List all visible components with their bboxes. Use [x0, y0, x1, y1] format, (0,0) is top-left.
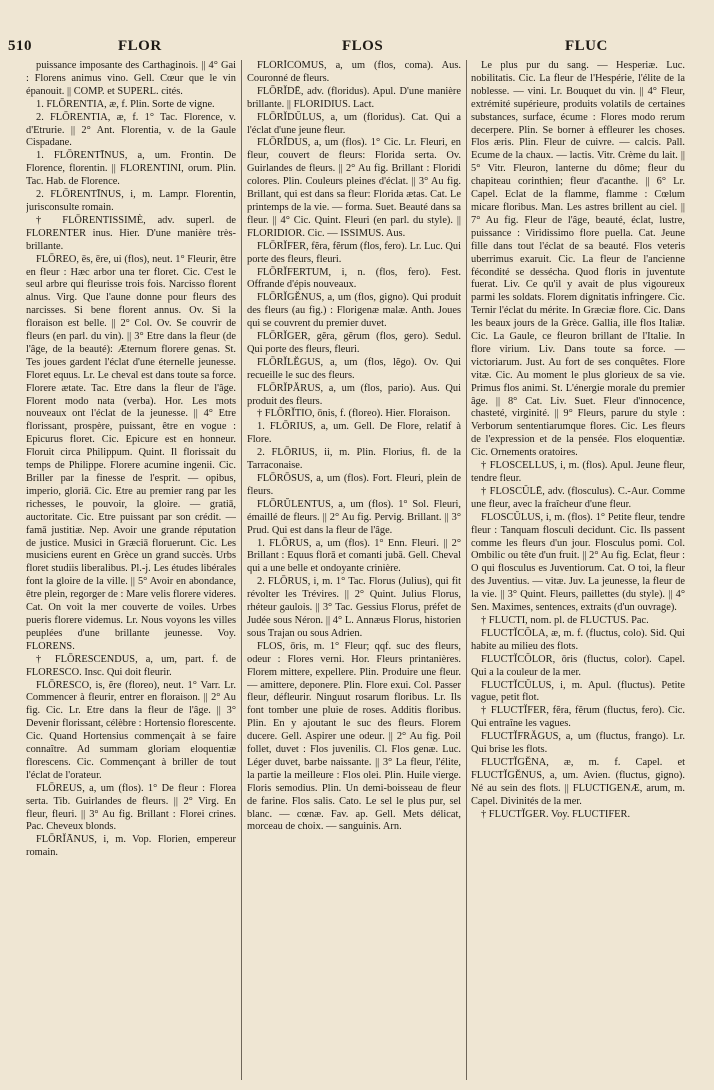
- dictionary-entry: FLŌREUS, a, um (flos). 1° De fleur : Florea serta. Tib. Guirlandes de fleurs. || 2° Virg. En fleur, fleuri. || 3° Au fig. Brillant : Florei crines. Pac. Cheveux blonds.: [26, 782, 236, 833]
- running-header: [0, 38, 714, 62]
- dictionary-entry: FLUCTĬCŬLUS, i, m. Apul. (fluctus). Petite vague, petit flot.: [471, 679, 685, 704]
- guide-word-right: FLUC: [565, 38, 608, 54]
- page-number: 510: [8, 38, 32, 54]
- dictionary-entry: † FLUCTI, nom. pl. de FLUCTUS. Pac.: [481, 614, 649, 626]
- dictionary-entry: FLŌRĬDŬLUS, a, um (floridus). Cat. Qui a l'éclat d'une jeune fleur.: [247, 111, 461, 136]
- dictionary-entry: FLŌRŬLENTUS, a, um (flos). 1° Sol. Fleuri, émaillé de fleurs. || 2° Au fig. Pervig. Brillant. || 3° Prud. Qui est dans la fleur de l'âge.: [247, 498, 461, 536]
- dictionary-entry: FLŌRESCO, is, ĕre (floreo), neut. 1° Varr. Lr. Commencer à fleurir, entrer en floraison. || 2° Au fig. Cic. Lr. Etre dans la fleur de l'âge. || 3° Devenir florissant, célèbre : Hortensio florescente. Cic. Quand Hortensius commençait à se faire connaître. Ad summam gloriam eloquentiæ florescens. Cic. Commençant à briller de tout l'éclat de l'orateur.: [26, 679, 236, 781]
- dictionary-entry: FLUCTĬFRĂGUS, a, um (fluctus, frango). Lr. Qui brise les flots.: [471, 731, 685, 756]
- dictionary-entry: FLŌREO, ēs, ēre, ui (flos), neut. 1° Fleurir, être en fleur : Hæc arbor una ter floret. Cic. C'est le seul arbre qui fleurisse trois fois. Narcisso florent alnus. Virg. Que l'aune donne pour fleurs des narcisses. Si bene florent annus. Ov. Si la floraison est belle. || 2° Col. Ov. Se couvrir de fleurs (en parl. du vin). || 3° Etre dans la fleur (de l'âge, de la beauté): Æternum florere genas. St. Tes joues gardent l'éclat d'une éternelle jeunesse. Floret equus. Lr. Le cheval est dans toute sa force. Florere ætate. Tac. Etre dans la fleur de l'âge. Florent modo nata (verba). Hor. Les mots nouveaux ont l'éclat de la jeunesse. || 4° Etre florissant, prospère, puissant, être en vogue : Epicurus floret. Cic. Epicure est en honneur. Floruit circa Philippum. Quint. Il florissait du temps de Philippe. Florere acumine ingenii. Cic. Briller par la finesse de l'esprit. — opibus, imperio, gloriā. Cic. Etre au premier rang par les richesses, le pouvoir, la gloire. — gratiā, auctoritate. Cic. Etre puissant par son crédit. — famā justitiæ. Nep. Avoir une grande réputation de justice. Musici in Græciā floruerunt. Cic. Les musiciens eurent en Grèce un grand succès. Urbs floret studiis liberalibus. Pl.-j. Les études libérales font la gloire de la ville. || 5° Avoir en abondance, être plein, regorger de : Mare velis florere videres. Cat. On voit la mer couverte de voiles. Urbes pueris florere videmus. Lr. Nous voyons les villes peuplées d'une brillante jeunesse. Voy. FLORENS.: [26, 253, 236, 652]
- dictionary-entry: FLUCTĬCŎLA, æ, m. f. (fluctus, colo). Sid. Qui habite au milieu des flots.: [471, 627, 685, 652]
- dictionary-entry: FLUCTĬGĔNA, æ, m. f. Capel. et FLUCTĬGĔNUS, a, um. Avien. (fluctus, gigno). Né au sein des flots. || FLUCTIGENÆ, arum, m. Capel. Divinités de la mer.: [471, 756, 685, 807]
- dictionary-entry: FLŌRĬGĔNUS, a, um (flos, gigno). Qui produit des fleurs (au fig.) : Florigenæ malæ. Anth. Joues qui se couvrent du premier duvet.: [247, 292, 461, 330]
- dictionary-entry: FLŌRŌSUS, a, um (flos). Fort. Fleuri, plein de fleurs.: [247, 473, 461, 497]
- dictionary-entry: FLŌRĬDUS, a, um (flos). 1° Cic. Lr. Fleuri, en fleur, couvert de fleurs: Florida serta. Ov. Guirlandes de fleurs. || 2° Au fig. Brillant : Floridi colores. Plin. Couleurs pleines d'éclat. || 3° Au fig. Brillant, qui est dans sa fleur: Florida ætas. Cat. Le printemps de la vie. — forma. Suet. Beauté dans sa fleur. || 4° Cic. Quint. Fleuri (en parl. du style). || FLORIDIOR. Cic. — ISSIMUS. Aus.: [247, 137, 461, 239]
- dictionary-entry: † FLUCTĬGER. Voy. FLUCTIFER.: [481, 808, 631, 820]
- dictionary-entry: 1. FLŌRENTIA, æ, f. Plin. Sorte de vigne.: [36, 98, 215, 110]
- column-divider: [466, 60, 467, 1080]
- dictionary-entry: FLŌRĬCŌMUS, a, um (flos, coma). Aus. Couronné de fleurs.: [247, 60, 461, 84]
- dictionary-entry: Le plus pur du sang. — Hesperiæ. Luc. nobilitatis. Cic. La fleur de l'Hespérie, l'élite de la noblesse. — vini. Lr. Bouquet du vin. || 4° Fleur, extrémité supérieure, produits volatils de certaines substances, surface, écume : Flores modo rerum decerpere. Plin. Se borner à effleurer les choses. Flos æris. Plin. Fleur de cuivre. — calcis. Pall. Ecume de la chaux. — lactis. Vitr. Crème du lait. || 5° Vitr. Fleuron, lanterne du dôme; fleur du chapiteau corinthien; fleur d'acanthe. || 6° Lr. Capel. Eclat de la flamme, flamme : Cœlum micare floribus. Man. Les astres brillent au ciel. || 7° Au fig. Fleur de l'âge, beauté, éclat, lustre, puissance : Viridissimo flore puella. Cat. Jeune fille dans tout l'éclat de sa beauté. Flos veteris uberrimus exaruit. Cic. La fleur de l'ancienne fécondité se dessécha. Quod floris in juventute fuerat. Liv. Ce qu'il y avait de plus vigoureux parmi les soldats. Florem dignitatis infringere. Cic. Ternir l'éclat du mérite. In Græciæ flore. Cic. Dans les beaux jours de la Grèce. Gallia, ille flos Italiæ. Cic. La Gaule, ce fleuron brillant de l'Italie. In flore virium. Liv. Dans toute sa force. — victoriarum. Just. Au fort de ses conquêtes. Flore vitæ. Cic. Au moment le plus glorieux de sa vie. Primus flos animi. St. L'énergie morale du premier âge. || 8° Cat. Liv. Suet. Fleur d'innocence, chasteté, virginité. || 9° Fleurs, parure du style : Verborum sententiarumque flores. Cic. Les fleurs de l'expression et de la pensée. Flos eloquentiæ. Cic. Ornements oratoires.: [471, 60, 685, 459]
- dictionary-entry: FLŌRĬGER, gĕra, gĕrum (flos, gero). Sedul. Qui porte des fleurs, fleuri.: [247, 331, 461, 355]
- dictionary-entry: FLOSCŬLUS, i, m. (flos). 1° Petite fleur, tendre fleur : Tanquam flosculi decidunt. Cic. Ils passent comme les fleurs d'un jour. Flosculus pomi. Col. Ombilic ou tête d'un fruit. || 2° Au fig. Eclat, fleur : O qui flosculus es Juventiorum. Cat. O toi, la fleur des Juventius. — vitæ. Juv. La jeunesse, la fleur de la vie. || 3° Quint. Fleurs, paillettes (du style). || 4° Sen. Maximes, sentences, extraits (d'un ouvrage).: [471, 511, 685, 614]
- dictionary-entry: † FLOSCŬLĒ, adv. (flosculus). C.-Aur. Comme une fleur, avec la fraîcheur d'une fleur.: [471, 485, 685, 510]
- dictionary-entry: † FLŌRĬTIO, ōnis, f. (floreo). Hier. Floraison.: [257, 408, 451, 420]
- dictionary-entry: FLŌRĬFERTUM, i, n. (flos, fero). Fest. Offrande d'épis nouveaux.: [247, 266, 461, 291]
- dictionary-entry: † FLOSCELLUS, i, m. (flos). Apul. Jeune fleur, tendre fleur.: [471, 460, 685, 484]
- column-1: [26, 60, 236, 1085]
- column-3: [471, 60, 685, 1085]
- dictionary-entry: FLŌRĬLĔGUS, a, um (flos, lĕgo). Ov. Qui recueille le suc des fleurs.: [247, 356, 461, 381]
- dictionary-entry: FLŌRĬFER, fĕra, fĕrum (flos, fero). Lr. Luc. Qui porte des fleurs, fleuri.: [247, 240, 461, 265]
- dictionary-entry: FLŌRĬDĒ, adv. (floridus). Apul. D'une manière brillante. || FLORIDIUS. Lact.: [247, 85, 461, 110]
- dictionary-entry: † FLUCTĬFER, fĕra, fĕrum (fluctus, fero). Cic. Qui entraîne les vagues.: [471, 705, 685, 730]
- dictionary-entry: † FLŌRENTISSIMÈ, adv. superl. de FLORENTER inus. Hier. D'une manière très-brillante.: [26, 214, 236, 252]
- dictionary-entry: 1. FLŌRIUS, a, um. Gell. De Flore, relatif à Flore.: [247, 421, 461, 446]
- dictionary-entry: puissance imposante des Carthaginois. || 4° Gai : Florens animus vino. Gell. Cœur que le vin épanouit. || COMP. et SUPERL. cités.: [26, 60, 236, 97]
- dictionary-entry: 1. FLŌRUS, a, um (flos). 1° Enn. Fleuri. || 2° Brillant : Equus florā et comanti jubā. Gell. Cheval qui a une belle et ondoyante crinière.: [247, 537, 461, 575]
- column-2: [247, 60, 461, 1085]
- guide-word-center: FLOS: [342, 38, 384, 54]
- dictionary-entry: FLŌRĬĀNUS, i, m. Vop. Florien, empereur romain.: [26, 834, 236, 859]
- dictionary-entry: 2. FLŌRIUS, ii, m. Plin. Florius, fl. de la Tarraconaise.: [247, 447, 461, 472]
- guide-word-left: FLOR: [118, 38, 162, 54]
- column-divider: [241, 60, 242, 1080]
- dictionary-entry: FLOS, ōris, m. 1° Fleur; qqf. suc des fleurs, odeur : Flores verni. Hor. Fleurs printanières. Florem mittere, expellere. Plin. Produire une fleur. — amittere, deponere. Plin. Flore exui. Col. Passer fleur, défleurir. Ninguut rosarum floribus. Lr. Ils font tomber une pluie de roses. Additis floribus. Plin. En y ajoutant le suc des fleurs. Florem ducere. Gell. Aspirer une odeur. || 2° Au fig. Poil follet, duvet : Flos juvenilis. Cl. Flos genæ. Luc. Léger duvet, barbe naissante. || 3° La fleur, l'élite, la partie la meilleure : Flos olei. Plin. Huile vierge. Floris semodius. Plin. Un demi-boisseau de fleur de farine. Flos salis. Cato. Le sel le plus pur, sel blanc. — cœnæ. Fav. ap. Gell. Mets délicat, morceau de choix. — sanguinis. Arn.: [247, 640, 461, 833]
- dictionary-entry: 2. FLŌRENTĪNUS, i, m. Lampr. Florentin, jurisconsulte romain.: [26, 189, 236, 213]
- dictionary-entry: 1. FLŌRENTĪNUS, a, um. Frontin. De Florence, florentin. || FLORENTINI, orum. Plin. Tac. Hab. de Florence.: [26, 150, 236, 188]
- dictionary-entry: FLŌRĬPĂRUS, a, um (flos, pario). Aus. Qui produit des fleurs.: [247, 382, 461, 407]
- dictionary-entry: 2. FLŌRENTIA, æ, f. 1° Tac. Florence, v. d'Etrurie. || 2° Ant. Florentia, v. de la Gaule Cispadane.: [26, 111, 236, 149]
- dictionary-entry: FLUCTĬCŎLOR, ōris (fluctus, color). Capel. Qui a la couleur de la mer.: [471, 653, 685, 678]
- dictionary-entry: † FLŌRESCENDUS, a, um, part. f. de FLORESCO. Insc. Qui doit fleurir.: [26, 653, 236, 678]
- dictionary-entry: 2. FLŌRUS, i, m. 1° Tac. Florus (Julius), qui fit révolter les Trévires. || 2° Quint. Julius Florus, rhéteur gaulois. || 3° Tac. Gessius Florus, préfet de Judée sous Néron. || 4° L. Annæus Florus, historien sous Trajan ou sous Adrien.: [247, 576, 461, 639]
